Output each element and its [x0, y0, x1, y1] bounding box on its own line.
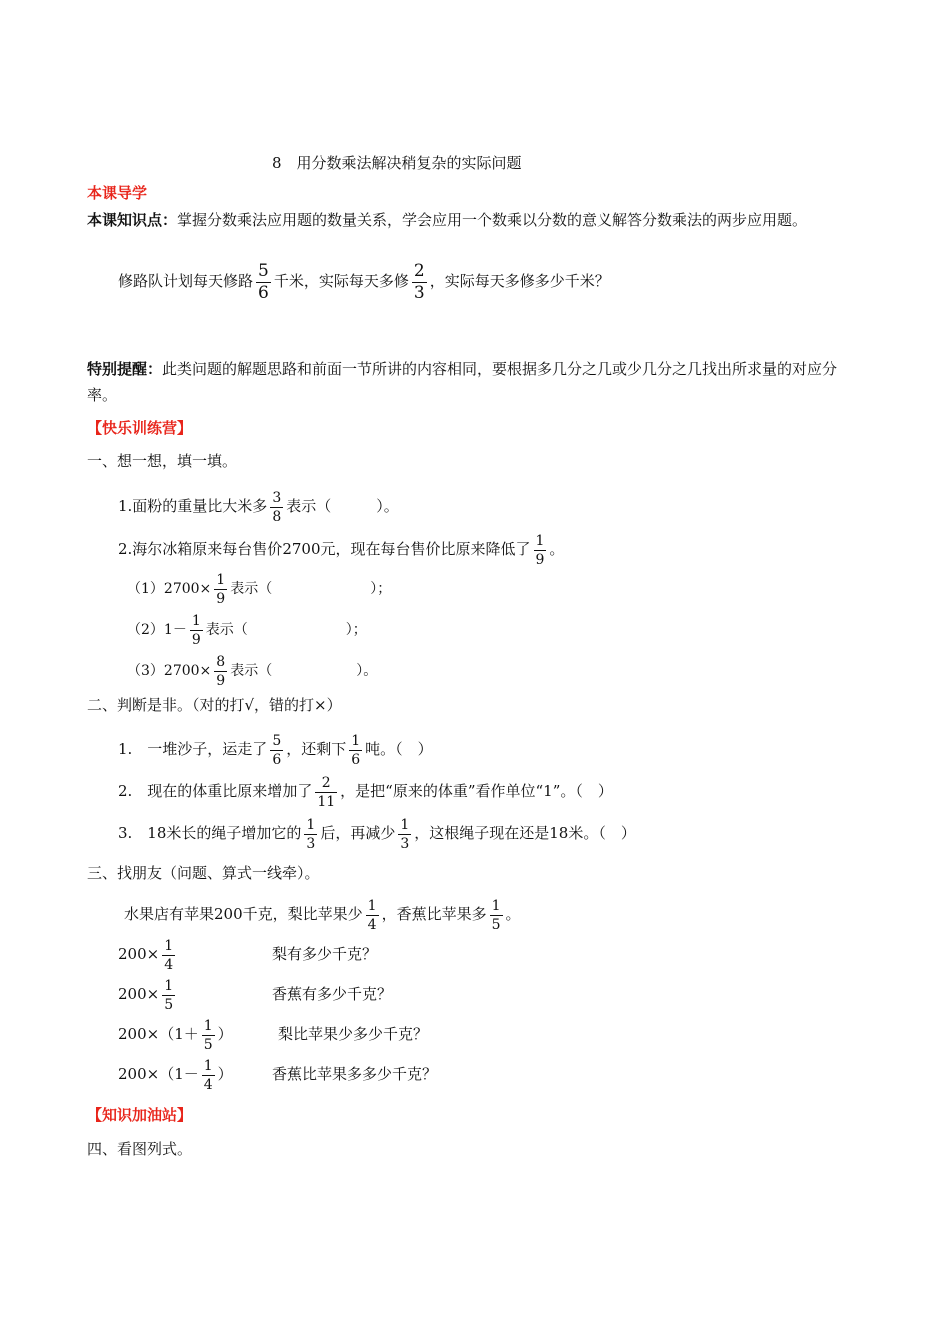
fraction: $\frac{1}{5}$ [164, 977, 174, 1013]
knowledge-point-label: 本课知识点： [87, 211, 178, 229]
part1-heading: 一、想一想，填一填。 [87, 452, 238, 470]
example-text-2: 千米，实际每天多修 [273, 272, 409, 290]
fraction: $\frac{1}{9}$ [535, 532, 545, 568]
fraction: $\frac{2}{11}$ [317, 774, 336, 810]
fraction: $\frac{1}{5}$ [203, 1017, 213, 1053]
part3-expression-1[interactable]: 200× $\frac{1}{4}$ [118, 937, 174, 973]
part1-q2: 2.海尔冰箱原来每台售价2700元，现在每台售价比原来降低了 $\frac{1}{9}$ 。 [118, 532, 565, 568]
fraction: $\frac{5}{6}$ [258, 260, 269, 303]
part3-question-3[interactable]: 梨比苹果少多少千克？ [278, 1025, 429, 1043]
part1-sub1: （1）2700× $\frac{1}{9}$ 表示（ ）； [127, 571, 392, 607]
part2-q1: 1. 一堆沙子，运走了 $\frac{5}{6}$ ，还剩下 $\frac{1}{6}$ 吨。（ ） [118, 732, 433, 768]
part3-expression-2[interactable]: 200× $\frac{1}{5}$ [118, 977, 174, 1013]
fraction: $\frac{3}{8}$ [272, 489, 282, 525]
fraction: $\frac{1}{3}$ [306, 816, 316, 852]
fraction: $\frac{1}{3}$ [400, 816, 410, 852]
fraction: $\frac{1}{4}$ [367, 897, 377, 933]
part4-heading: 四、看图列式。 [87, 1140, 193, 1158]
fraction: $\frac{2}{3}$ [413, 260, 425, 303]
fraction: $\frac{1}{9}$ [191, 612, 201, 648]
reminder-text: 此类问题的解题思路和前面一节所讲的内容相同，要根据多几分之几或少几分之几找出所求量的对应分率。 [87, 360, 838, 404]
part1-sub3: （3）2700× $\frac{8}{9}$ 表示（ ）。 [127, 653, 378, 689]
part2-q3: 3. 18米长的绳子增加它的 $\frac{1}{3}$ 后，再减少 $\frac{1}{3}$ ，这根绳子现在还是18米。（ ） [118, 816, 636, 852]
part3-expression-4[interactable]: 200×（1－ $\frac{1}{4}$ ） [118, 1057, 233, 1093]
section-training: 【快乐训练营】 [87, 419, 193, 437]
part3-heading: 三、找朋友（问题、算式一线牵）。 [87, 864, 320, 882]
example-problem [118, 258, 610, 304]
example-text-3: ，实际每天多修多少千米？ [429, 272, 610, 290]
fraction: $\frac{1}{4}$ [203, 1057, 213, 1093]
special-reminder [87, 356, 862, 408]
part3-question-1[interactable]: 梨有多少千克？ [272, 945, 378, 963]
part2-q2: 2. 现在的体重比原来增加了 $\frac{2}{11}$ ，是把“原来的体重”看作单位“1”。（ ） [118, 774, 613, 810]
example-text-1: 修路队计划每天修路 [118, 272, 254, 290]
fraction: $\frac{5}{6}$ [272, 732, 282, 768]
fraction: $\frac{1}{5}$ [491, 897, 501, 933]
fraction: $\frac{8}{9}$ [216, 653, 226, 689]
section-knowledge: 【知识加油站】 [87, 1106, 193, 1124]
part3-question-2[interactable]: 香蕉有多少千克？ [272, 985, 393, 1003]
reminder-label: 特别提醒： [87, 360, 163, 378]
part3-expression-3[interactable]: 200×（1＋ $\frac{1}{5}$ ） [118, 1017, 233, 1053]
part1-sub2: （2）1－ $\frac{1}{9}$ 表示（ ）； [127, 612, 367, 648]
knowledge-point-text: 掌握分数乘法应用题的数量关系，学会应用一个数乘以分数的意义解答分数乘法的两步应用题。 [177, 211, 808, 229]
part3-intro: 水果店有苹果200千克，梨比苹果少 $\frac{1}{4}$ ，香蕉比苹果多 $\frac{1}{5}$ 。 [124, 897, 521, 933]
section-guide: 本课导学 [87, 184, 148, 202]
fraction: $\frac{1}{4}$ [164, 937, 174, 973]
part2-heading: 二、判断是非。（对的打√，错的打×） [87, 696, 342, 714]
part1-q1: 1.面粉的重量比大米多 $\frac{3}{8}$ 表示（ ）。 [118, 489, 399, 525]
fraction: $\frac{1}{9}$ [216, 571, 226, 607]
part3-question-4[interactable]: 香蕉比苹果多多少千克？ [272, 1065, 438, 1083]
page-title: 8 用分数乘法解决稍复杂的实际问题 [272, 154, 522, 172]
knowledge-point [87, 207, 862, 233]
fraction: $\frac{1}{6}$ [351, 732, 361, 768]
